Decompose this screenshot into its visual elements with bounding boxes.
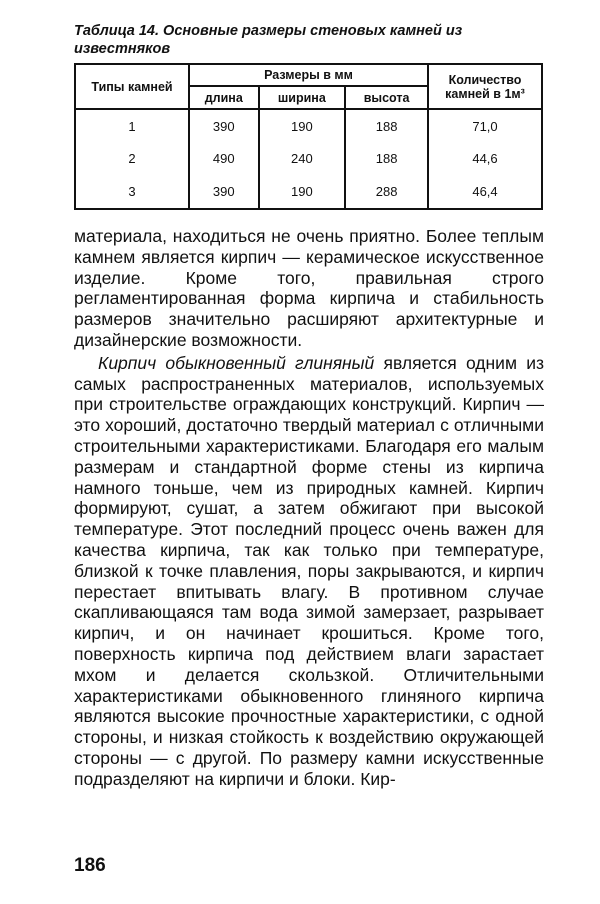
- paragraph-brick: [74, 353, 544, 790]
- cell-type: 1: [75, 109, 189, 143]
- table-row: [75, 143, 542, 176]
- italic-term: Кирпич обыкновенный глиняный: [98, 352, 375, 373]
- header-sizes-mm: Размеры в мм: [189, 64, 428, 86]
- table-row: [75, 109, 542, 143]
- cell-height: 188: [345, 143, 428, 176]
- body-text: [74, 226, 544, 790]
- cell-quantity: 44,6: [428, 143, 542, 176]
- header-quantity-per-m3: Количество камней в 1м³: [428, 64, 542, 109]
- cell-length: 390: [189, 175, 259, 209]
- header-width: ширина: [259, 86, 346, 109]
- cell-height: 288: [345, 175, 428, 209]
- cell-width: 240: [259, 143, 346, 176]
- cell-quantity: 46,4: [428, 175, 542, 209]
- stone-dimensions-table: [74, 63, 543, 210]
- table-caption: Таблица 14. Основные размеры стеновых камней из известняков: [74, 23, 463, 57]
- page-number: 186: [74, 855, 106, 876]
- header-stone-type: Типы камней: [75, 64, 189, 109]
- cell-type: 2: [75, 143, 189, 176]
- paragraph-continuation: материала, находиться не очень приятно. Более теплым камнем является кирпич — керамическое искусственное изделие. Кроме того, правильная строго регламентированная форма кирпича и стабильность размеров значительно расширяют архитектурные и дизайнерские возможности.: [74, 226, 544, 350]
- cell-type: 3: [75, 175, 189, 209]
- paragraph-brick-text: является одним из самых распространенных материалов, используемых при строительстве ограждающих конструкций. Кирпич — это хороший, достаточно твердый материал с отличными строительными характеристиками. Благодаря его малым размерам и стандартной форме стены из кирпича намного тоньше, чем из природных камней. Кирпич формируют, сушат, а затем обжигают при высокой температуре. Этот последний процесс очень важен для качества кирпича, так как только при температуре, близкой к точке плавления, поры закрываются, и кирпич перестает впитывать влагу. В противном случае скапливающаяся там вода зимой замерзает, разрывает кирпич, и он начинает крошиться. Кроме того, поверхность кирпича под действием влаги зарастает мхом и делается скользкой. Отличительными характеристиками обыкновенного глиняного кирпича являются высокие прочностные характеристики, с одной стороны, и низкая стойкость к воздействию окружающей стороны — с другой. По размеру камни искусственные подразделяют на кирпичи и блоки. Кир-: [74, 352, 544, 789]
- header-length: длина: [189, 86, 259, 109]
- cell-height: 188: [345, 109, 428, 143]
- cell-width: 190: [259, 175, 346, 209]
- cell-width: 190: [259, 109, 346, 143]
- header-height: высота: [345, 86, 428, 109]
- table-row: [75, 175, 542, 209]
- cell-quantity: 71,0: [428, 109, 542, 143]
- table-header-row: [75, 64, 542, 86]
- cell-length: 390: [189, 109, 259, 143]
- cell-length: 490: [189, 143, 259, 176]
